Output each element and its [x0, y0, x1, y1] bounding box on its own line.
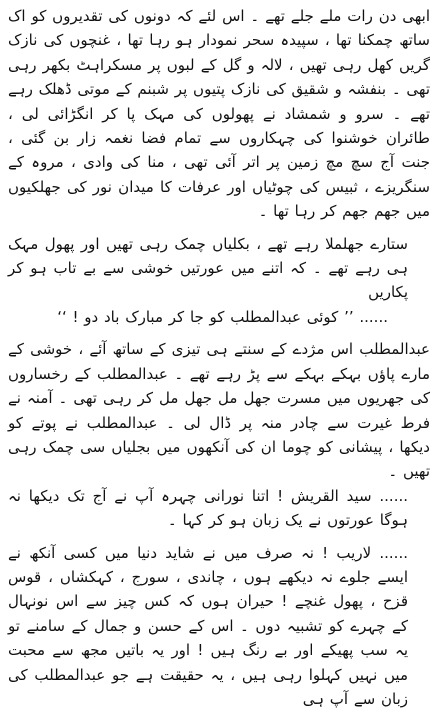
paragraph-abdul-muttalib: عبدالمطلب اس مژدے کے سنتے ہی تیزی کے ساتھ آئے ، خوشی کے مارے پاؤں بہکے بہکے سے پڑ رہے تھے ۔ عبدالمطلب کے رخساروں کی جھریوں میں مسرت جھل مل جھل مل کر رہی تھی ۔ آمنہ نے فرط غیرت سے چادر منہ پر ڈال لی ۔ عبدالمطلب نے پوتے کو دیکھا ، پیشانی کو چوما ان کی آنکھوں میں بجلیاں سی چمک رہی تھیں ۔ — [8, 340, 430, 481]
paragraph-gap — [8, 329, 430, 337]
paragraph-stars: ستارے جھلملا رہے تھے ، بکلیاں چمک رہی تھیں اور پھول مہک ہی رہے تھے ۔ کہ اتنے میں عورتیں خوشی سے بے تاب ہو کر پکاریں — [8, 234, 408, 302]
paragraph-women-call: ...... ’’ کوئی عبدالمطلب کو جا کر مبارک باد دو ! ‘‘ — [57, 307, 388, 326]
paragraph-dawn: ابھی دن رات ملے جلے تھے ۔ اس لئے کہ دونوں کی تقدیروں کو اک ساتھ چمکنا تھا ، سپیدہ سحر نمودار ہو رہا تھا ، غنچوں کی نازک گریں کھل رہی تھیں ، لالہ و گل کے لبوں پر مسکراہٹ بکھر رہی تھی ۔ بنفشہ و شقیق کی نازک پتیوں پر شبنم کے موتی ڈھلک رہے تھے ۔ سرو و شمشاد نے پھولوں کی مہک پا کر انگڑائی لی ، طائران خوشنوا کی چہکاروں سے تمام فضا نغمہ زار بن گئی ، جنت آج سچ مچ زمین پر اتر آئی تھی ، منا کی وادی ، مروہ کے سنگریزے ، ثبیس کی چوٹیاں اور عرفات کا میدان نور کی جھلکیوں میں جھم جھم کر رہا تھا ۔ — [8, 7, 430, 221]
paragraph-gap — [8, 224, 430, 232]
paragraph-gap — [8, 533, 430, 541]
paragraph-la-raib: ...... لاریب ! نہ صرف میں نے شاید دنیا میں کسی آنکھ نے ایسے جلوے نہ دیکھے ہوں ، چاندی ، سورج ، کہکشاں ، قوس قزح ، پھول غنچے ! حیران ہوں کہ کس چیز سے اس نونہال کے چہرے کو تشبیہ دوں ۔ اس کے حسن و جمال کے سامنے تو یہ سب پھیکے اور بے رنگ ہیں ! اور یہ باتیں مجھ سے محبت میں نہیں کہلوا رہی ہیں ، یہ حقیقت ہے جو عبدالمطلب کی زبان سے آپ ہی — [8, 543, 408, 708]
paragraph-syed-quraish: ...... سید القریش ! اتنا نورانی چہرہ آپ نے آج تک دیکھا نہ ہوگا عورتوں نے یک زبان ہو کر کہا ۔ — [8, 486, 408, 530]
